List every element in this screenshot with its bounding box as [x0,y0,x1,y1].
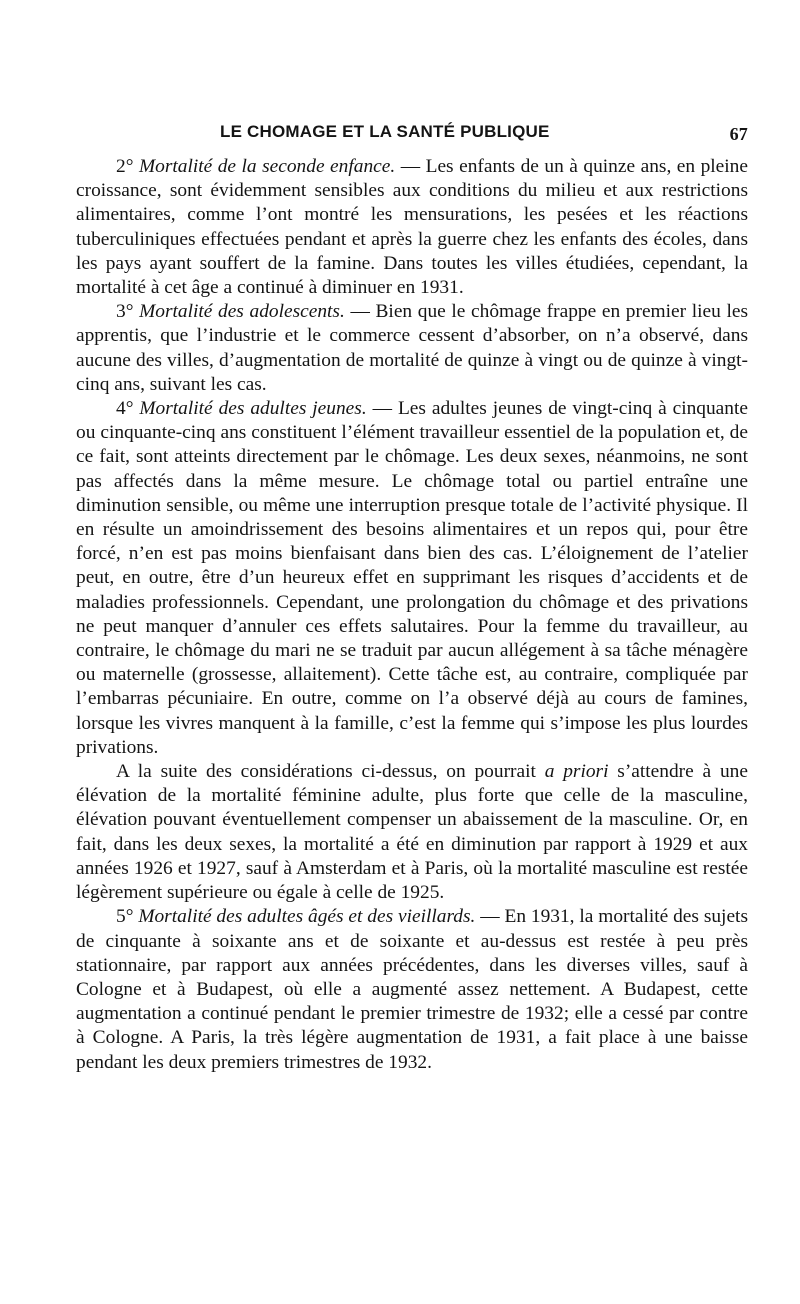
section-number: 2° [116,156,134,177]
paragraph-considerations [76,760,748,905]
section-heading: Mortalité des adolescents. [139,301,345,323]
paragraph-text: — Bien que le chômage frappe en premier lieu les apprentis, que l’industrie et le commerce cessent d’absorber, on n’a observé, dans aucune des villes, d’augmentation de mortalité de quinze à vingt ou de quinze à vingt-cinq ans, suivant les cas. [76,301,748,395]
section-heading: Mortalité des adultes jeunes. [139,398,367,420]
paragraph-text: — Les enfants de un à quinze ans, en pleine croissance, sont évidemment sensibles aux conditions du milieu et aux restrictions alimentaires, comme l’ont montré les mensurations, les pesées et les réactions tuberculiniques effectuées pendant et après la guerre chez les enfants des écoles, dans les pays ayant souffert de la famine. Dans toutes les villes étudiées, cependant, la mortalité à cet âge a continué à diminuer en 1931. [76,156,748,299]
paragraph-second-childhood [76,155,748,300]
section-number: 5° [116,906,134,928]
running-title: LE CHOMAGE ET LA SANTÉ PUBLIQUE [220,122,550,141]
page-body [76,155,748,1075]
paragraph-text: — Les adultes jeunes de vingt-cinq à cinquante ou cinquante-cinq ans constituent l’élément travailleur essentiel de la population et, de ce fait, sont atteints directement par le chômage. Les deux sexes, néanmoins, ne sont pas affectés dans la même mesure. Le chômage total ou partiel entraîne une diminution sensible, ou même une interruption presque totale de l’activité physique. Il en résulte un amoindrissement des besoins alimentaires et un repos qui, pour être forcé, n’en est pas moins bienfaisant dans bien des cas. L’éloignement de l’atelier peut, en outre, être d’un heureux effet en supprimant les risques d’accidents et de maladies professionnels. Cependant, une prolongation du chômage et des privations ne peut manquer d’annuler ces effets salutaires. Pour la femme du travailleur, au contraire, le chômage du mari ne se traduit par aucun allégement à sa tâche ménagère ou maternelle (grossesse, allaitement). Cette tâche est, au contraire, compliquée par l’embarras pécuniaire. En outre, comme on l’a observé déjà au cours de famines, lorsque les vivres manquent à la famille, c’est la femme qui s’impose les plus lourdes privations. [76,398,748,758]
section-number: 4° [116,398,134,420]
running-header [76,118,748,150]
paragraph-young-adults [76,397,748,760]
paragraph-text: — En 1931, la mortalité des sujets de cinquante à soixante ans et de soixante et au-dessus est restée à peu près stationnaire, par rapport aux années précédentes, dans les diverses villes, sauf à Cologne et à Budapest, où elle a augmenté assez nettement. A Budapest, cette augmentation a continué pendant le premier trimestre de 1932; elle a cessé par contre à Cologne. A Paris, la très légère augmentation de 1931, a fait place à une baisse pendant les deux premiers trimestres de 1932. [76,906,748,1073]
paragraph-text-end: s’attendre à une élévation de la mortalité féminine adulte, plus forte que celle de la masculine, élévation pouvant éventuellement compenser un abaissement de la masculine. Or, en fait, dans les deux sexes, la mortalité a été en diminution par rapport à 1929 et aux années 1926 et 1927, sauf à Amsterdam et à Paris, où la mortalité masculine est restée légèrement supérieure ou égale à celle de 1925. [76,761,748,904]
book-page [76,118,748,1075]
page-number: 67 [729,124,748,144]
paragraph-older-adults [76,905,748,1074]
latin-phrase: a priori [544,761,609,783]
section-heading: Mortalité de la seconde enfance. [138,156,396,177]
section-heading: Mortalité des adultes âgés et des vieillards. [138,906,476,928]
paragraph-text-start: A la suite des considérations ci-dessus, on pourrait [116,761,545,783]
paragraph-adolescents [76,300,748,397]
section-number: 3° [116,301,134,323]
